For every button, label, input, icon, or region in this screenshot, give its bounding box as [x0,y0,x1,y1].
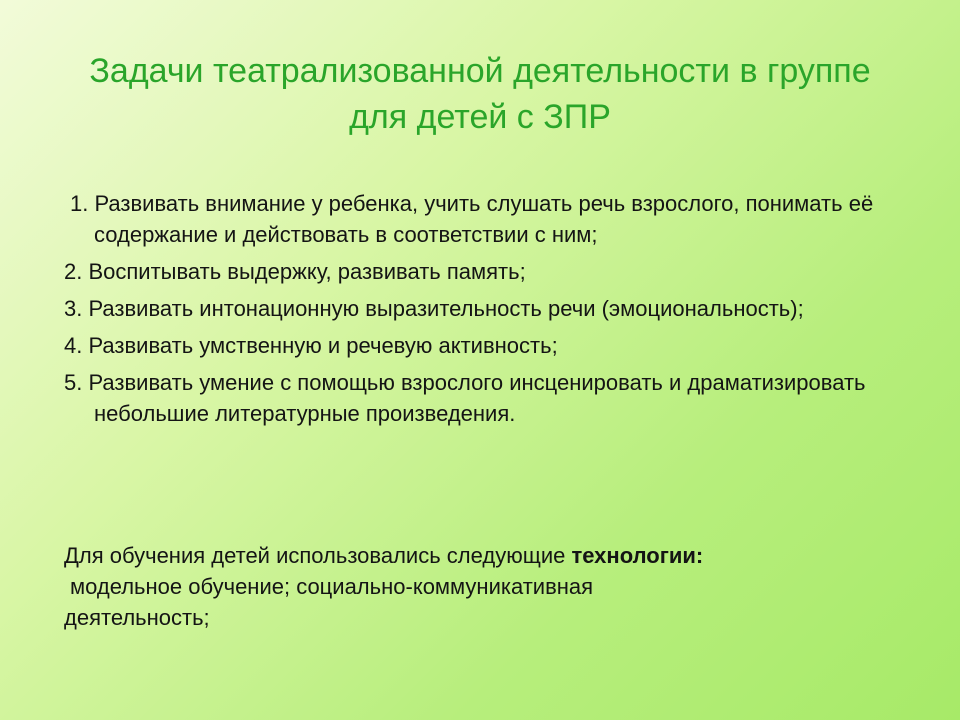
technologies-intro: Для обучения детей использовались следующие [64,543,572,568]
technologies-keyword: технологии: [571,543,704,568]
technologies-paragraph [64,540,894,633]
task-item-1: 1. Развивать внимание у ребенка, учить слушать речь взрослого, понимать её содержание и действовать в соответствии с ним; [70,191,874,247]
task-item-4: 4. Развивать умственную и речевую активность; [64,333,558,358]
task-item-5: 5. Развивать умение с помощью взрослого инсценировать и драматизировать небольшие литературные произведения. [64,370,866,426]
technologies-line-3: деятельность; [64,605,210,630]
task-item-2: 2. Воспитывать выдержку, развивать память; [64,259,526,284]
technologies-line-2: модельное обучение; социально-коммуникативная [70,574,594,599]
technologies-line-1 [64,540,894,571]
task-list [64,188,894,435]
task-item-3: 3. Развивать интонационную выразительность речи (эмоциональность); [64,296,804,321]
slide-title: Задачи театрализованной деятельности в группе для детей с ЗПР [89,52,871,136]
